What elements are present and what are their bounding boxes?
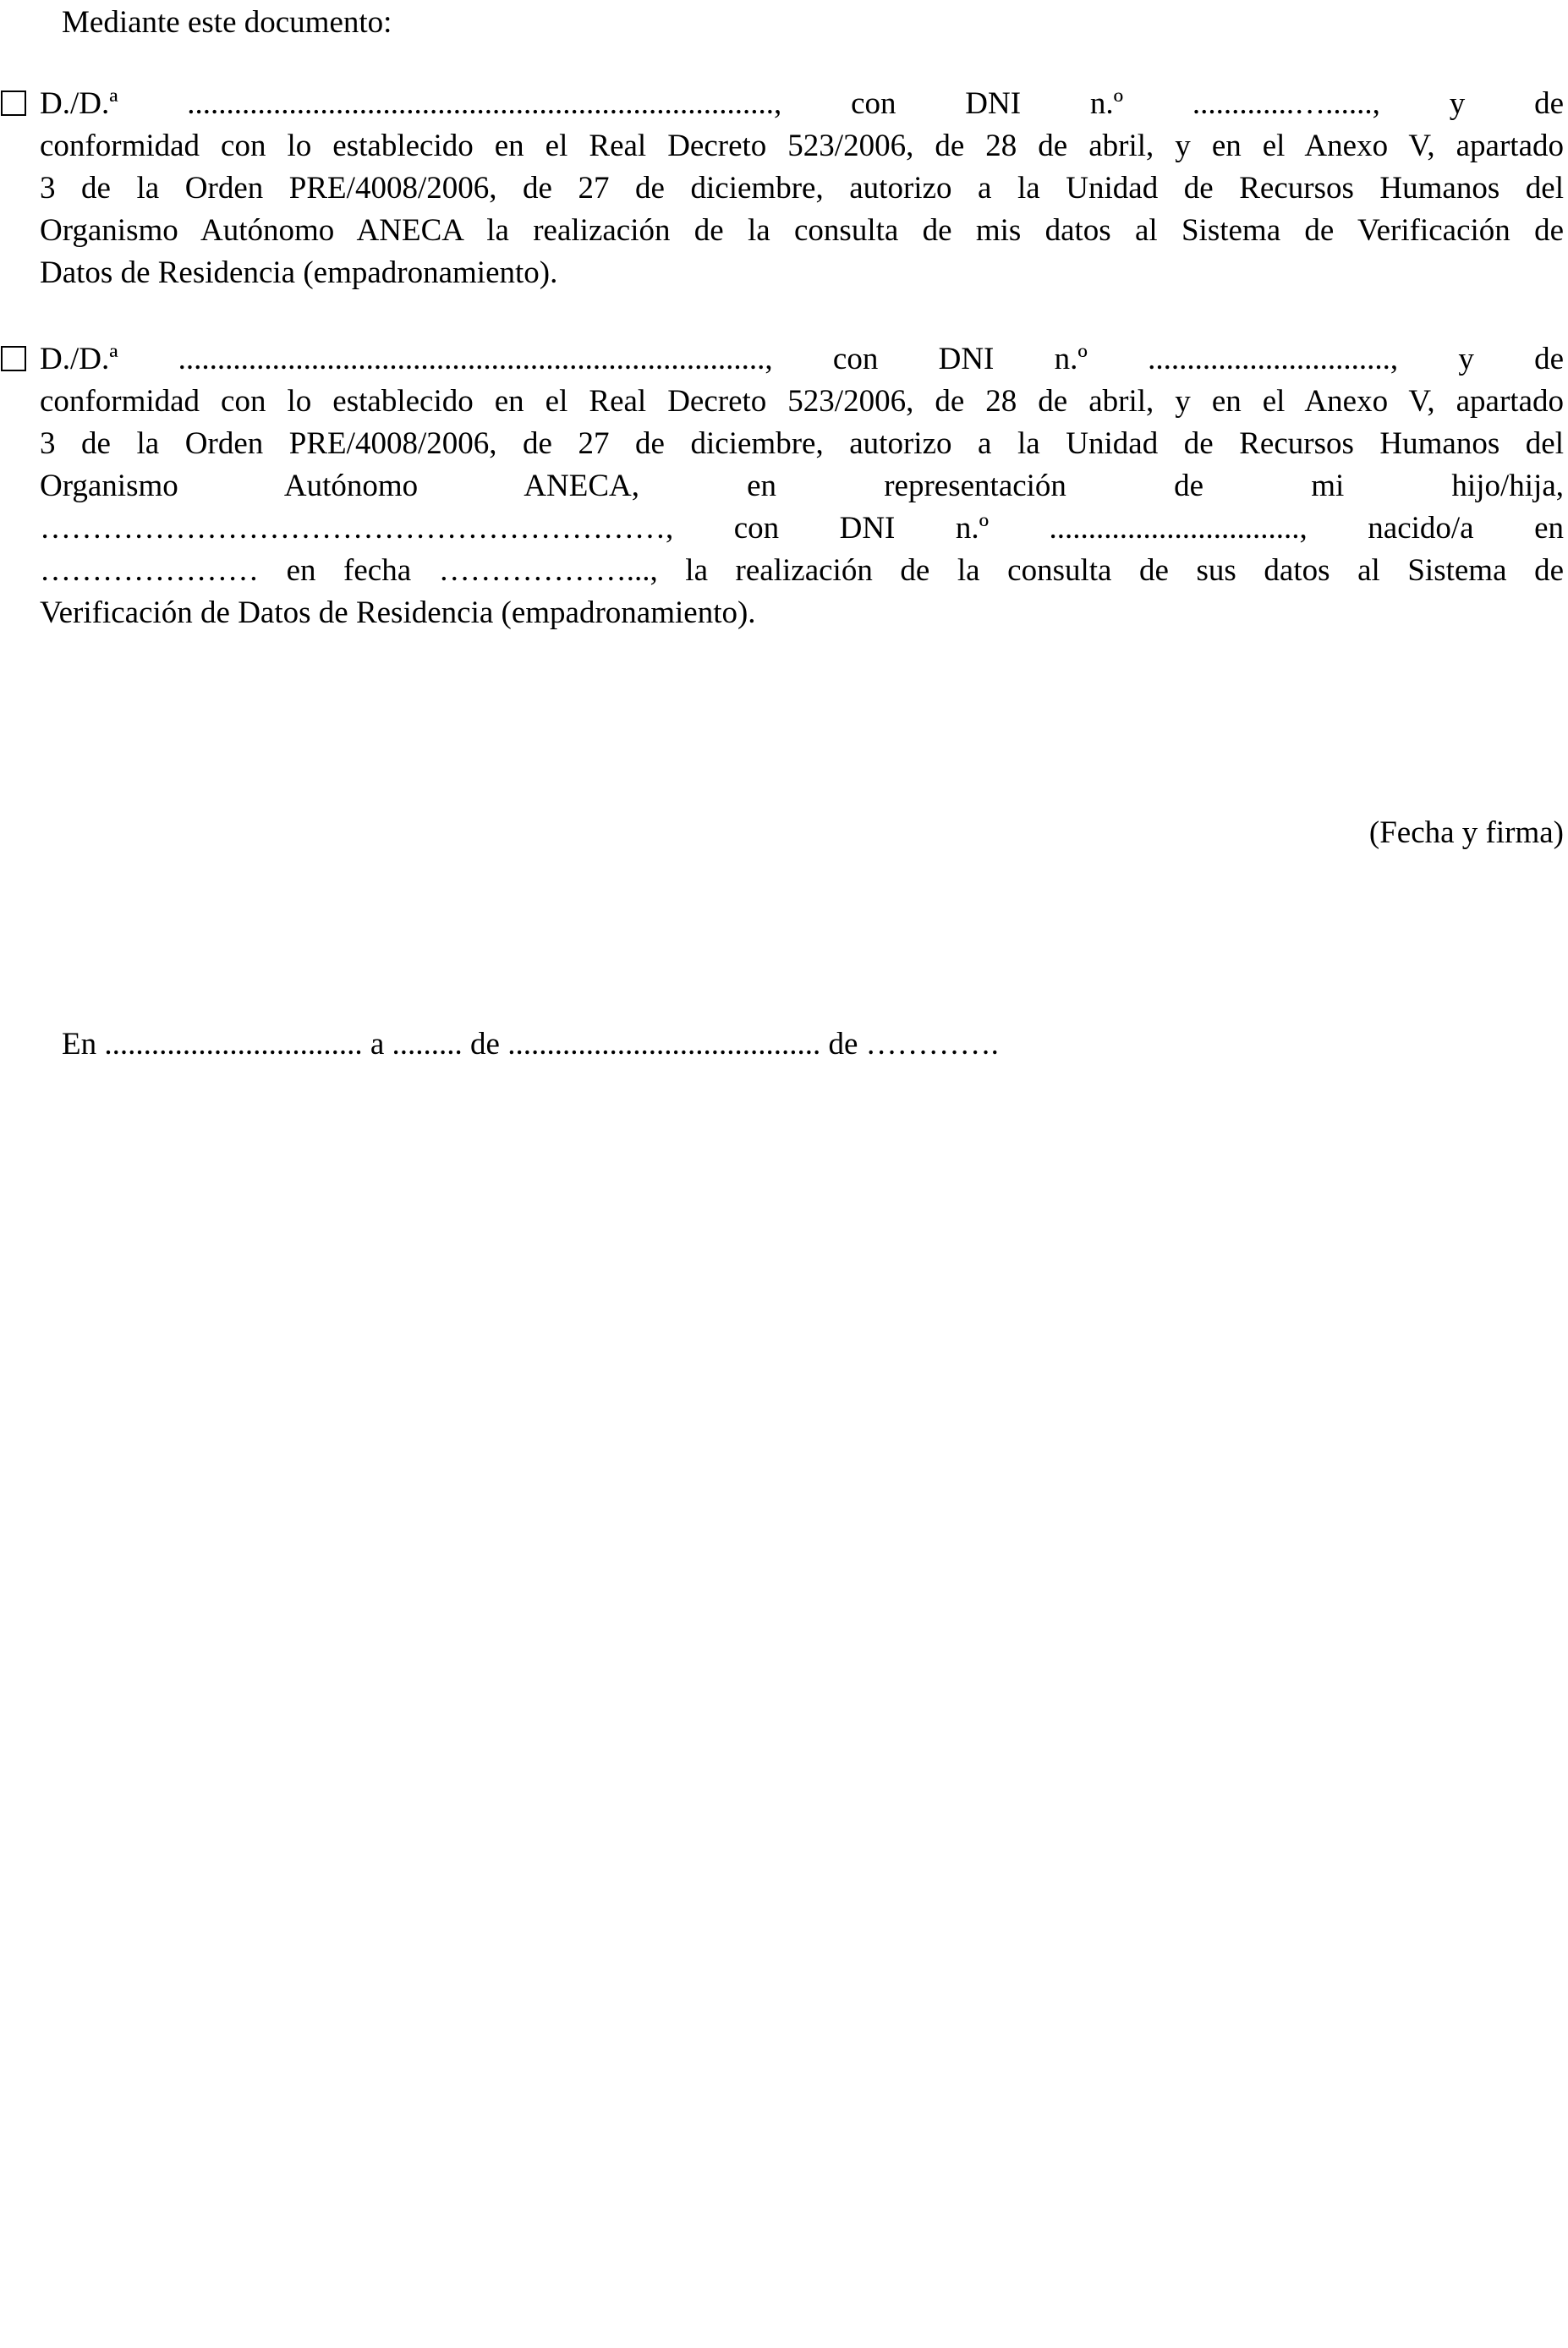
consent-option-self (40, 83, 1564, 294)
consent-self-line-1: D./D.ª ..........................................................................., con DNI n.º .............…......, y de (40, 86, 1564, 121)
consent-child-line-6: ………………… en fecha ………………..., la realización de la consulta de sus datos al Sistema de (40, 553, 1564, 588)
consent-child-line-4: Organismo Autónomo ANECA, en representación de mi hijo/hija, (40, 469, 1564, 503)
consent-self-line-4: Organismo Autónomo ANECA la realización de la consulta de mis datos al Sistema de Verificación de (40, 213, 1564, 248)
signature-label: (Fecha y firma) (1368, 815, 1564, 850)
consent-child-checkbox[interactable] (1, 346, 26, 371)
consent-child-line-1: D./D.ª ..........................................................................., con DNI n.º ..............................., y de (40, 342, 1564, 376)
intro-text: Mediante este documento: (62, 5, 392, 40)
consent-child-line-5: ……………………………………………………, con DNI n.º ................................, nacido/a en (40, 511, 1564, 546)
place-date-line: En ................................. a ......... de ........................................ de …………. (62, 1027, 999, 1062)
consent-self-checkbox[interactable] (1, 91, 26, 116)
consent-option-child (40, 338, 1564, 634)
consent-self-line-3: 3 de la Orden PRE/4008/2006, de 27 de diciembre, autorizo a la Unidad de Recursos Humanos del (40, 171, 1564, 206)
consent-self-line-5: Datos de Residencia (empadronamiento). (40, 255, 558, 290)
consent-self-line-2: conformidad con lo establecido en el Real Decreto 523/2006, de 28 de abril, y en el Anexo V, apartado (40, 129, 1564, 163)
consent-child-line-2: conformidad con lo establecido en el Real Decreto 523/2006, de 28 de abril, y en el Anexo V, apartado (40, 384, 1564, 419)
consent-child-line-3: 3 de la Orden PRE/4008/2006, de 27 de diciembre, autorizo a la Unidad de Recursos Humanos del (40, 426, 1564, 461)
consent-child-line-7: Verificación de Datos de Residencia (empadronamiento). (40, 595, 756, 630)
